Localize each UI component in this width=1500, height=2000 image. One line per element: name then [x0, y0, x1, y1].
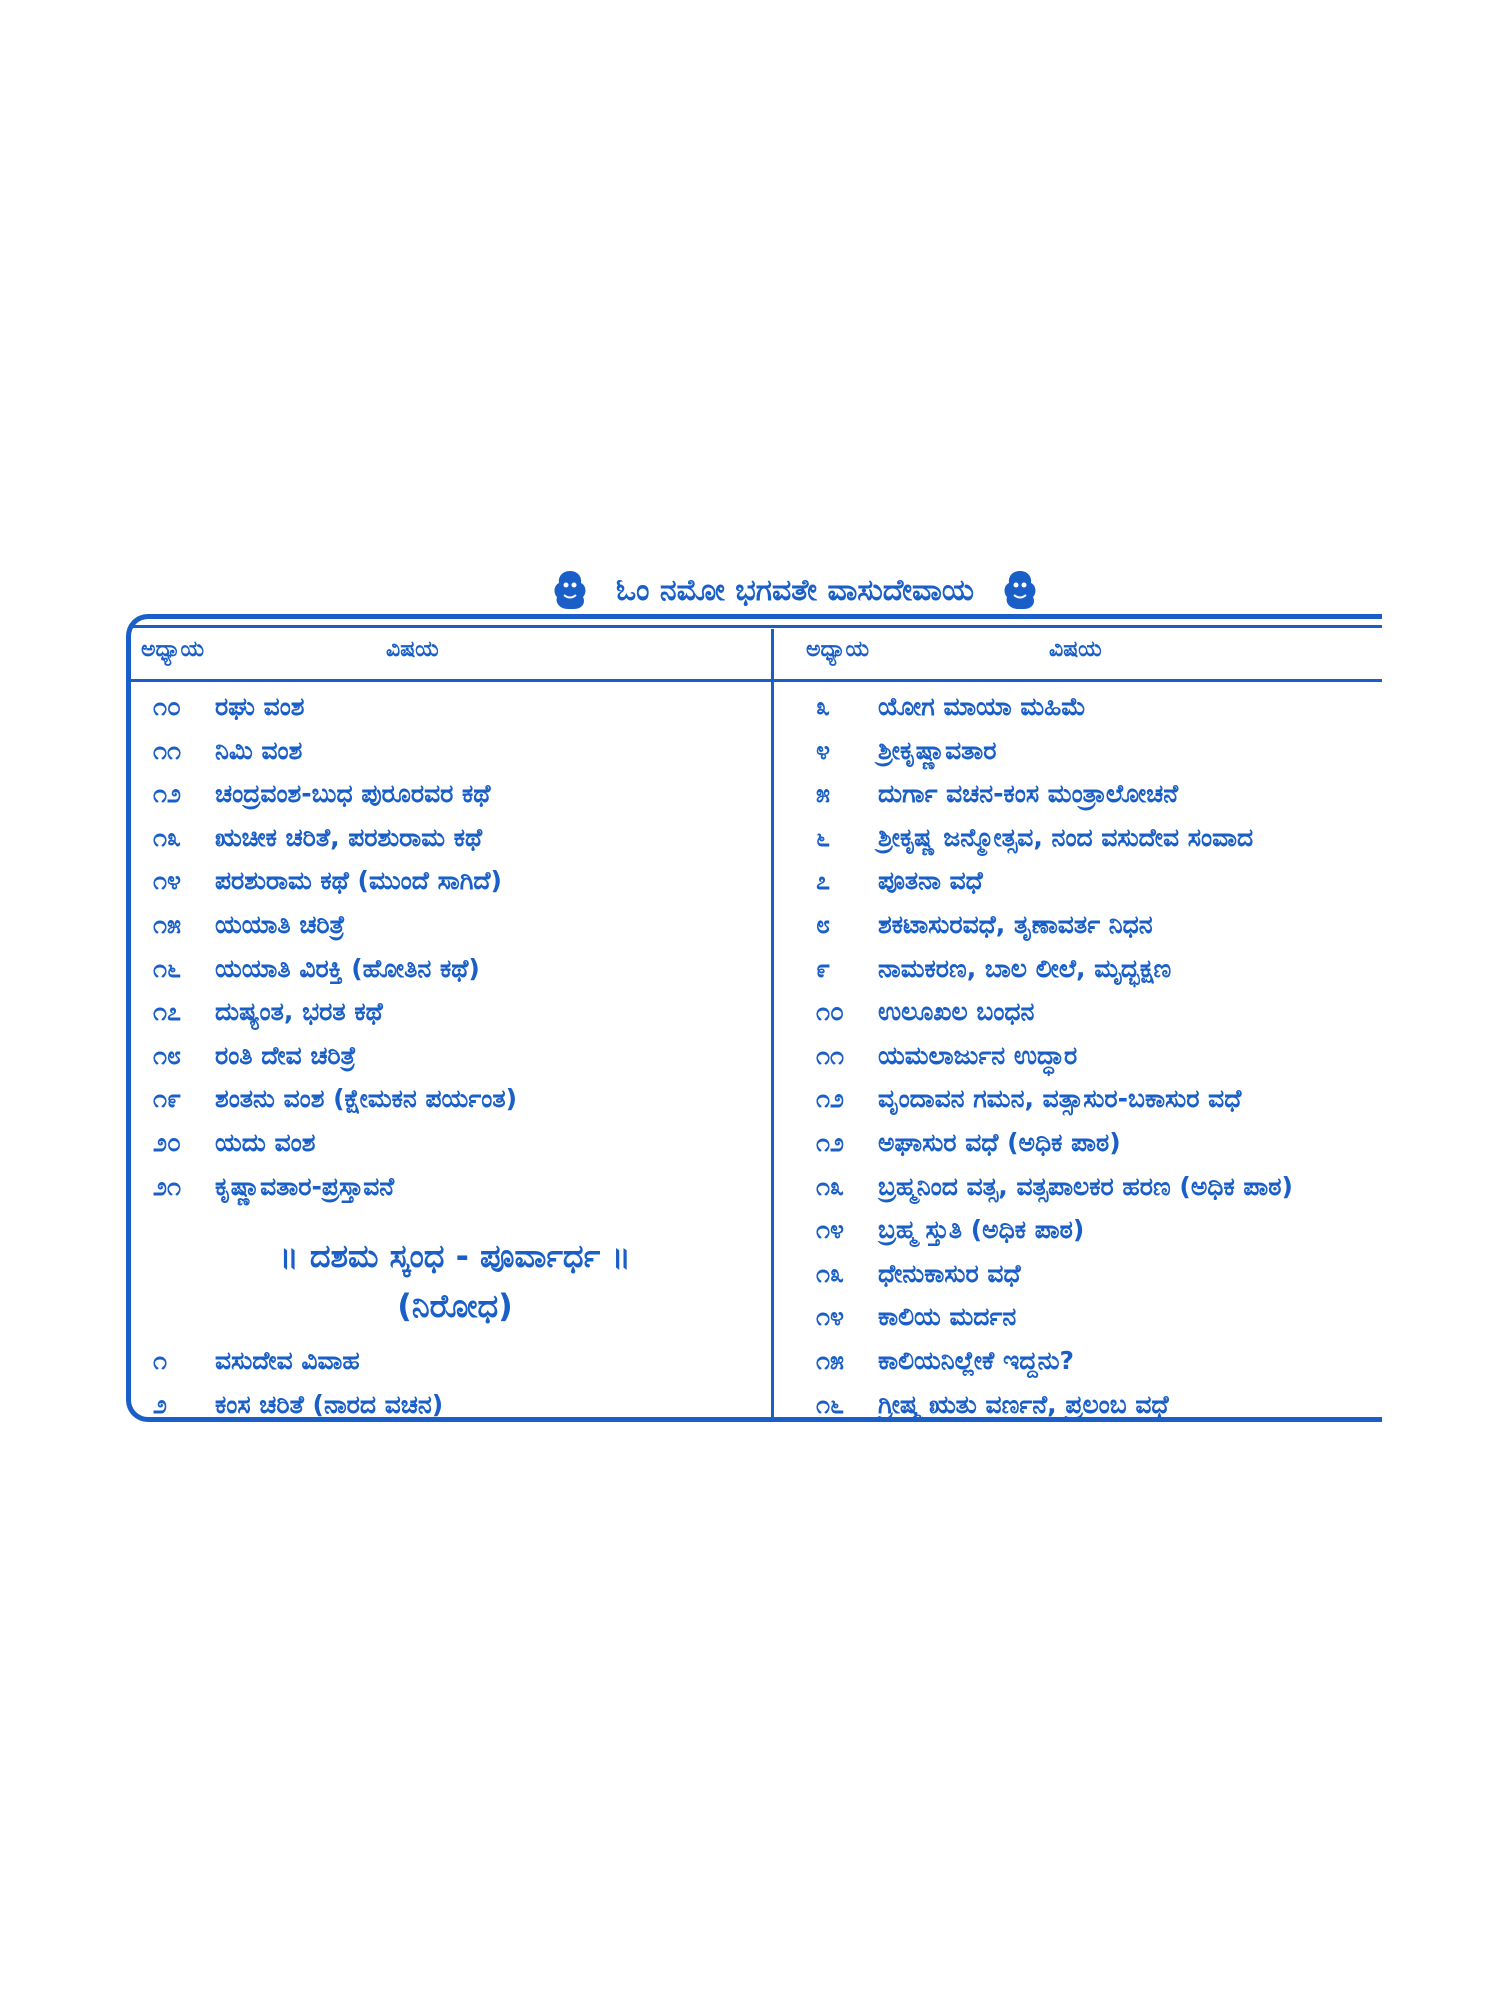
chapter-subject: ಕಾಲಿಯನಿಲ್ಲೇಕೆ ಇದ್ದನು?: [878, 1346, 1075, 1375]
toc-row: [816, 861, 983, 901]
top-rule: [131, 625, 1382, 628]
page-title: ಓಂ ನಮೋ ಭಗವತೇ ವಾಸುದೇವಾಯ: [616, 572, 974, 608]
chapter-number: ೧೨: [153, 779, 182, 809]
chapter-subject: ಧೇನುಕಾಸುರ ವಧೆ: [878, 1258, 1021, 1288]
chapter-subject: ಕೃಷ್ಣಾವತಾರ-ಪ್ರಸ್ತಾವನೆ: [215, 1171, 395, 1201]
chapter-number: ೮: [816, 910, 831, 939]
chapter-subject: ಯಯಾತಿ ಚರಿತ್ರೆ: [215, 910, 345, 939]
chapter-subject: ದುಷ್ಯಂತ, ಭರತ ಕಥೆ: [215, 997, 383, 1027]
toc-row: [153, 1167, 394, 1207]
toc-row: [816, 905, 1153, 945]
chapter-subject: ಕಂಸ ಚರಿತೆ (ನಾರದ ವಚನ): [215, 1390, 444, 1419]
chapter-number: ೨೦: [153, 1128, 182, 1157]
chapter-subject: ರಘು ವಂಶ: [215, 692, 305, 721]
chapter-subject: ಚಂದ್ರವಂಶ-ಬುಧ ಪುರೂರವರ ಕಥೆ: [215, 779, 491, 809]
chapter-number: ೧೫: [816, 1346, 845, 1375]
chapter-number: ೧೬: [153, 953, 182, 983]
toc-row: [816, 949, 1171, 989]
toc-row: [153, 1341, 360, 1381]
chapter-subject: ಬ್ರಹ್ಮನಿಂದ ವತ್ಸ, ವತ್ಸಪಾಲಕರ ಹರಣ (ಅಧಿಕ ಪಾಠ): [878, 1171, 1293, 1201]
toc-row: [153, 1385, 443, 1425]
left-col-chapter-header: ಅಧ್ಯಾಯ: [141, 637, 205, 662]
toc-row: [153, 992, 383, 1032]
left-col-subject-header: ವಿಷಯ: [386, 637, 439, 662]
chapter-subject: ಯಮಲಾರ್ಜುನ ಉದ್ಧಾರ: [878, 1040, 1078, 1070]
chapter-number: ೧೮: [153, 1040, 182, 1070]
toc-row: [153, 687, 304, 727]
toc-row: [816, 774, 1178, 814]
chapter-subject: ಕಾಲಿಯ ಮರ್ದನ: [878, 1302, 1017, 1332]
chapter-subject: ಪೂತನಾ ವಧೆ: [878, 866, 983, 896]
chapter-subject: ಗ್ರೀಷ್ಮ ಋತು ವರ್ಣನೆ, ಪ್ರಲಂಬ ವಧೆ: [878, 1389, 1169, 1419]
deity-emblem-icon-right: [1000, 567, 1040, 613]
chapter-number: ೧೪: [153, 866, 182, 896]
right-col-subject-header: ವಿಷಯ: [1049, 637, 1102, 662]
right-col-chapter-header: ಅಧ್ಯಾಯ: [806, 637, 870, 662]
toc-row: [816, 687, 1086, 727]
chapter-number: ೯: [816, 953, 831, 983]
chapter-number: ೭: [816, 866, 831, 896]
chapter-number: ೧: [153, 1346, 168, 1375]
chapter-subject: ಯೋಗ ಮಾಯಾ ಮಹಿಮೆ: [878, 692, 1087, 721]
chapter-subject: ವೃಂದಾವನ ಗಮನ, ವತ್ಸಾಸುರ-ಬಕಾಸುರ ವಧೆ: [878, 1084, 1242, 1114]
chapter-number: ೧೧: [816, 1040, 845, 1070]
chapter-number: ೩: [816, 692, 831, 721]
chapter-number: ೧೭: [153, 997, 182, 1027]
chapter-number: ೧೨: [816, 1084, 845, 1114]
chapter-number: ೧೧: [153, 735, 182, 765]
toc-row: [816, 1167, 1293, 1207]
toc-row: [153, 731, 302, 771]
chapter-number: ೧೪: [816, 1302, 845, 1332]
toc-row: [816, 1123, 1121, 1163]
chapter-number: ೧೩: [816, 1258, 845, 1288]
toc-row: [816, 1079, 1241, 1119]
chapter-number: ೧೨: [816, 1128, 845, 1157]
section-subheading: (ನಿರೋಧ): [397, 1287, 513, 1325]
toc-row: [153, 1079, 517, 1119]
chapter-subject: ಶಕಟಾಸುರವಧೆ, ತೃಣಾವರ್ತ ನಿಧನ: [878, 910, 1153, 939]
chapter-number: ೧೯: [153, 1084, 182, 1114]
chapter-subject: ಪರಶುರಾಮ ಕಥೆ (ಮುಂದೆ ಸಾಗಿದೆ): [215, 866, 502, 896]
chapter-number: ೧೩: [153, 822, 182, 852]
chapter-subject: ಉಲೂಖಲ ಬಂಧನ: [878, 997, 1035, 1027]
toc-row: [816, 1036, 1077, 1076]
page-title-line: [470, 565, 1120, 615]
toc-row: [816, 1341, 1074, 1381]
chapter-number: ೬: [816, 822, 831, 852]
chapter-subject: ದುರ್ಗಾ ವಚನ-ಕಂಸ ಮಂತ್ರಾಲೋಚನೆ: [878, 779, 1179, 809]
chapter-subject: ಋಚೀಕ ಚರಿತೆ, ಪರಶುರಾಮ ಕಥೆ: [215, 822, 483, 852]
toc-row: [816, 818, 1253, 858]
toc-row: [153, 1123, 315, 1163]
toc-row: [816, 731, 996, 771]
chapter-subject: ಶ್ರೀಕೃಷ್ಣ ಜನ್ಮೋತ್ಸವ, ನಂದ ವಸುದೇವ ಸಂವಾದ: [878, 822, 1254, 852]
chapter-subject: ಬ್ರಹ್ಮ ಸ್ತುತಿ (ಅಧಿಕ ಪಾಠ): [878, 1215, 1085, 1245]
chapter-subject: ಶಂತನು ವಂಶ (ಕ್ಷೇಮಕನ ಪರ್ಯಂತ): [215, 1084, 517, 1114]
table-of-contents: [126, 614, 1382, 1422]
chapter-number: ೫: [816, 779, 831, 809]
toc-row: [153, 905, 345, 945]
chapter-number: ೪: [816, 735, 831, 765]
chapter-number: ೧೦: [816, 997, 845, 1027]
deity-emblem-icon: [550, 567, 590, 613]
toc-row: [153, 861, 502, 901]
toc-row: [153, 818, 482, 858]
chapter-subject: ಶ್ರೀಕೃಷ್ಣಾವತಾರ: [878, 735, 997, 765]
section-heading: ॥ ದಶಮ ಸ್ಕಂಧ - ಪೂರ್ವಾರ್ಧ ॥: [279, 1237, 631, 1275]
chapter-subject: ನಿಮಿ ವಂಶ: [215, 735, 303, 765]
chapter-number: ೧೦: [153, 692, 182, 721]
header-rule: [131, 679, 1382, 682]
toc-row: [816, 1385, 1169, 1425]
toc-row: [153, 774, 490, 814]
chapter-subject: ನಾಮಕರಣ, ಬಾಲ ಲೀಲೆ, ಮೃದ್ಭಕ್ಷಣ: [878, 953, 1172, 983]
toc-row: [816, 1297, 1016, 1337]
chapter-subject: ರಂತಿ ದೇವ ಚರಿತ್ರೆ: [215, 1040, 356, 1070]
chapter-number: ೧೩: [816, 1171, 845, 1201]
chapter-number: ೨: [153, 1390, 168, 1419]
column-divider: [771, 629, 774, 1417]
chapter-subject: ಯದು ವಂಶ: [215, 1128, 316, 1157]
toc-row: [153, 949, 480, 989]
chapter-subject: ಅಘಾಸುರ ವಧೆ (ಅಧಿಕ ಪಾಠ): [878, 1128, 1121, 1157]
toc-row: [816, 1210, 1084, 1250]
toc-row: [816, 1254, 1021, 1294]
toc-row: [153, 1036, 356, 1076]
chapter-number: ೧೪: [816, 1215, 845, 1245]
chapter-number: ೧೫: [153, 910, 182, 939]
chapter-number: ೨೧: [153, 1171, 182, 1201]
chapter-subject: ವಸುದೇವ ವಿವಾಹ: [215, 1346, 360, 1375]
chapter-number: ೧೬: [816, 1389, 845, 1419]
chapter-subject: ಯಯಾತಿ ವಿರಕ್ತಿ (ಹೋತಿನ ಕಥೆ): [215, 953, 480, 983]
toc-row: [816, 992, 1034, 1032]
